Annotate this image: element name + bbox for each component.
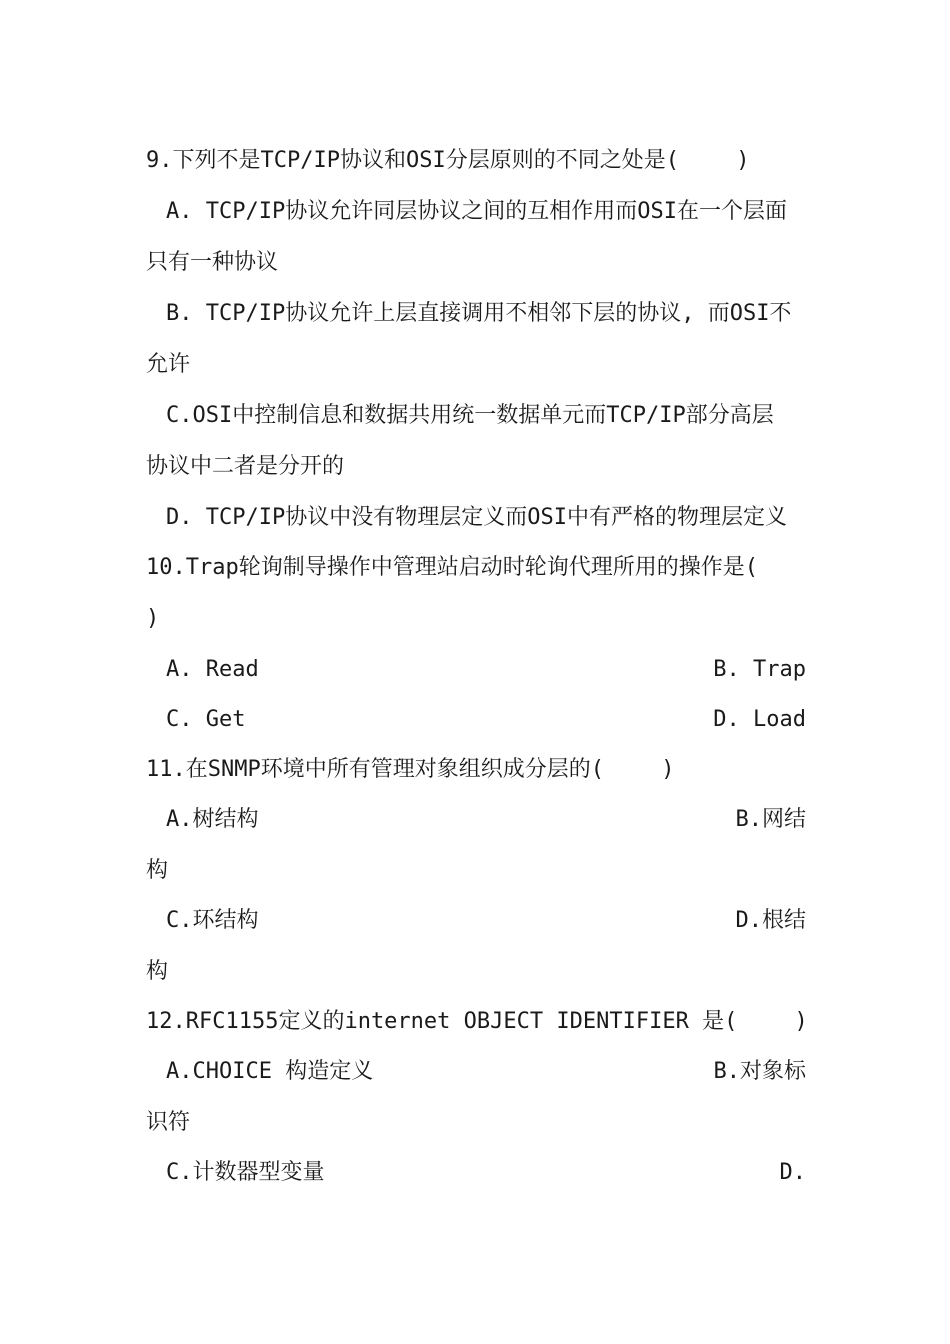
question-11-options-ab [166, 802, 806, 838]
question-9-option-a-cont: 只有一种协议 [146, 250, 279, 275]
question-10-stem: 10.Trap轮询制导操作中管理站启动时轮询代理所用的操作是( [146, 555, 758, 580]
question-9-option-c: C.OSI中控制信息和数据共用统一数据单元而TCP/IP部分高层 [166, 403, 774, 428]
question-10-stem-cont: ) [146, 606, 160, 631]
question-9-option-b: B. TCP/IP协议允许上层直接调用不相邻下层的协议, 而OSI不 [166, 301, 792, 326]
question-9-option-d: D. TCP/IP协议中没有物理层定义而OSI中有严格的物理层定义 [166, 505, 787, 530]
question-12-option-d: D. [779, 1160, 806, 1185]
question-10-option-b: B. Trap [713, 657, 806, 682]
question-11-option-a: A.树结构 [166, 807, 259, 832]
question-9-option-c-cont: 协议中二者是分开的 [146, 454, 345, 479]
question-11-option-b: B.网结 [735, 807, 806, 832]
question-11-option-d-cont: 构 [146, 959, 169, 984]
question-10-options-ab [166, 652, 806, 688]
question-9-option-b-cont: 允许 [146, 352, 191, 377]
question-11-stem: 11.在SNMP环境中所有管理对象组织成分层的( ) [146, 757, 675, 782]
question-10-option-a: A. Read [166, 657, 259, 682]
question-12-option-a: A.CHOICE 构造定义 [166, 1059, 374, 1084]
question-12-options-ab [166, 1054, 806, 1090]
question-9-option-a: A. TCP/IP协议允许同层协议之间的互相作用而OSI在一个层面 [166, 199, 787, 224]
question-10-option-c: C. Get [166, 707, 246, 732]
question-11-option-d: D.根结 [735, 908, 806, 933]
question-10-option-d: D. Load [713, 707, 806, 732]
question-11-option-b-cont: 构 [146, 858, 169, 883]
question-12-option-b: B.对象标 [713, 1059, 806, 1084]
question-10-options-cd [166, 702, 806, 738]
question-12-option-c: C.计数器型变量 [166, 1160, 325, 1185]
question-12-option-b-cont: 识符 [146, 1110, 191, 1135]
question-12-stem: 12.RFC1155定义的internet OBJECT IDENTIFIER 是( ) [146, 1009, 808, 1034]
question-9-stem: 9.下列不是TCP/IP协议和OSI分层原则的不同之处是( ) [146, 148, 750, 173]
question-12-options-cd [166, 1155, 806, 1191]
question-11-option-c: C.环结构 [166, 908, 259, 933]
question-11-options-cd [166, 903, 806, 939]
